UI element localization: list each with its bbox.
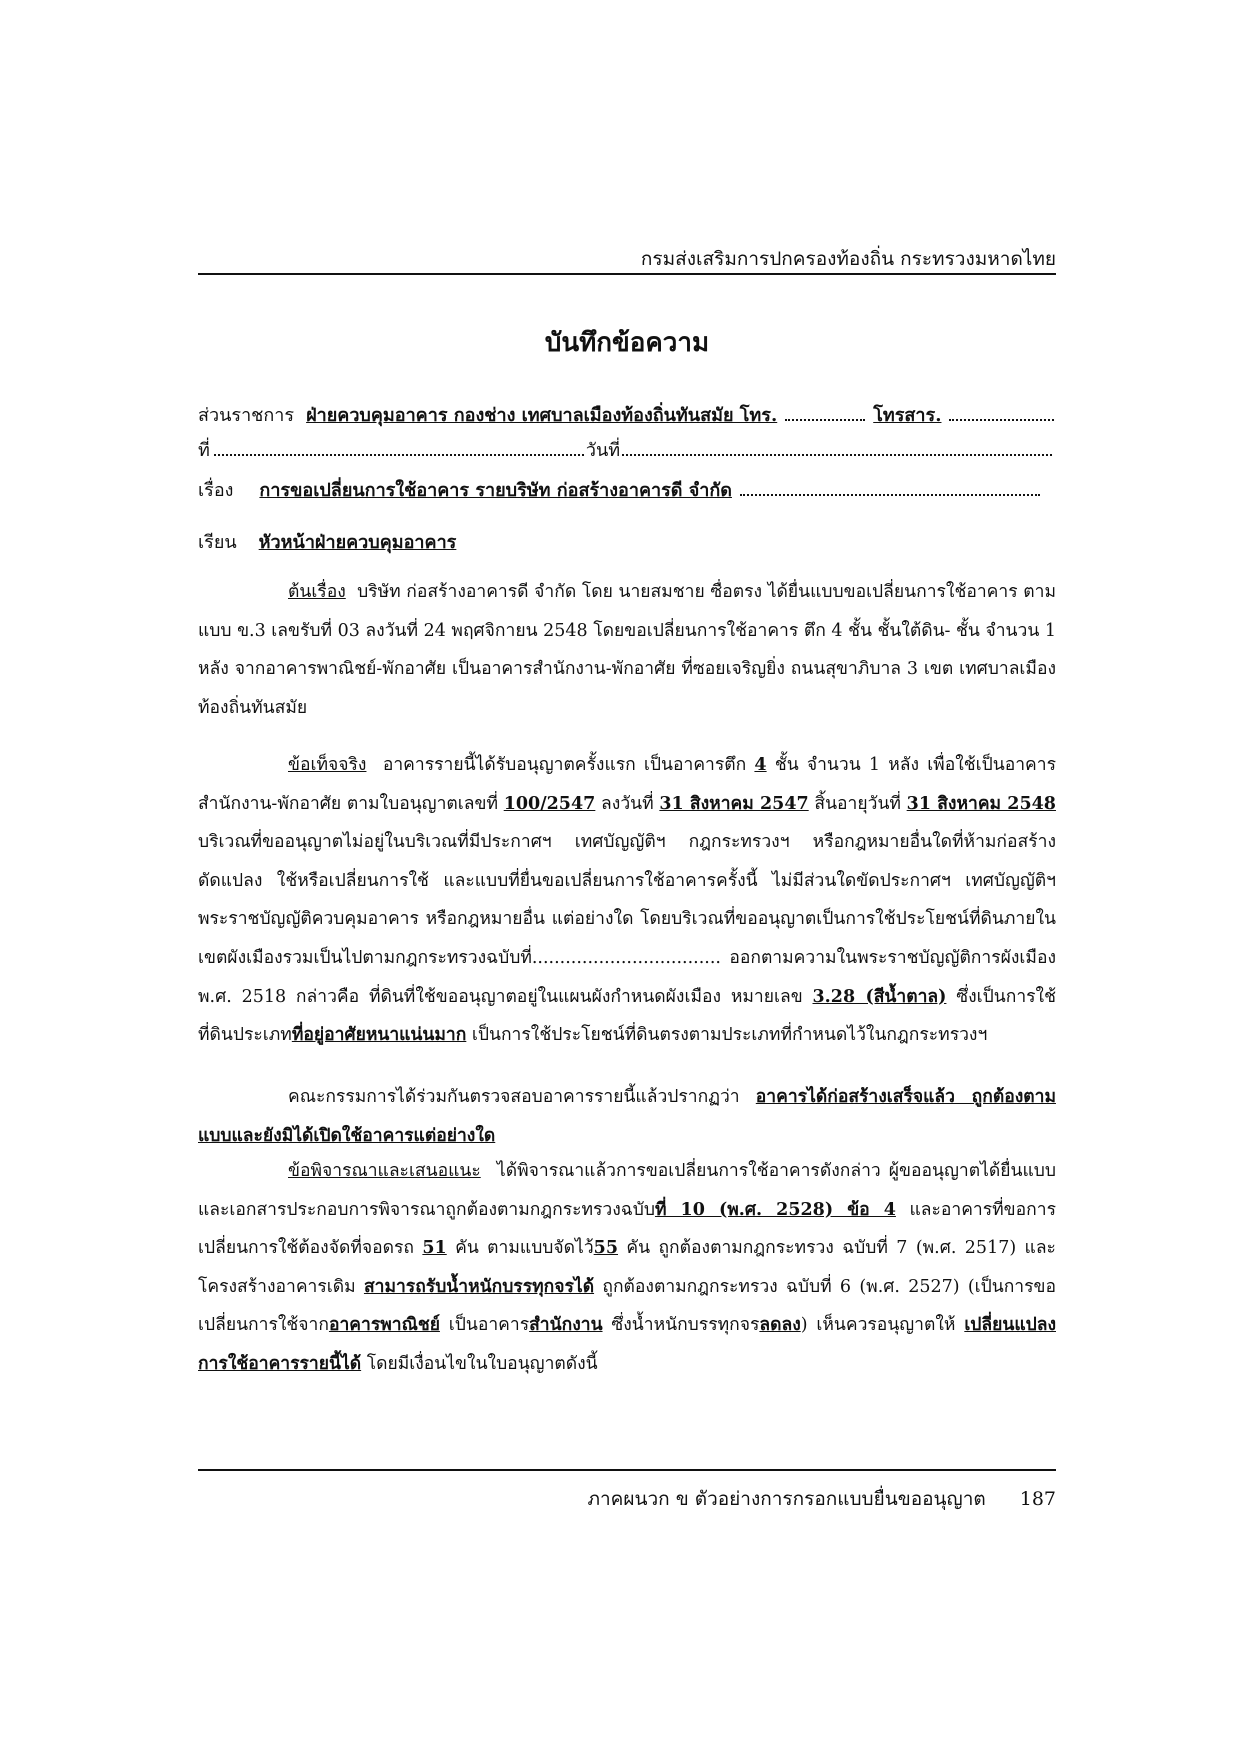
recommendation: เปลี่ยนแปลงการใช้อาคารรายนี้ได้	[198, 1315, 1056, 1374]
field-subject	[198, 475, 1056, 505]
agency-value: ฝ่ายควบคุมอาคาร กองช่าง เทศบาลเมืองท้องถิ่นทันสมัย โทร.	[306, 405, 778, 426]
subject-label: เรื่อง	[198, 480, 234, 501]
load-capacity: สามารถรับน้ำหนักบรรทุกจรได้	[363, 1276, 595, 1297]
agency-label: ส่วนราชการ	[198, 405, 295, 426]
facts-text-7: เป็นการใช้ประโยชน์ที่ดินตรงตามประเภทที่กำหนดไว้ในกฎกระทรวงฯ	[471, 1025, 988, 1046]
floors-value: 4	[754, 755, 767, 775]
background-text: บริษัท ก่อสร้างอาคารดี จำกัด โดย นายสมชาย ซื่อตรง ได้ยื่นแบบขอเปลี่ยนการใช้อาคาร ตามแบบ ข.3 เลขรับที่ 03 ลงวันที่ 24 พฤศจิกายน 2548 โดยขอเปลี่ยนการใช้อาคาร ตึก 4 ชั้น ชั้นใต้ดิน- ชั้น จำนวน 1 หลัง จากอาคารพาณิชย์-พักอาศัย เป็นอาคารสำนักงาน-พักอาศัย ที่ซอยเจริญยิ่ง ถนนสุขาภิบาล 3 เขต เทศบาลเมืองท้องถิ่นทันสมัย	[198, 582, 1056, 718]
to-value: หัวหน้าฝ่ายควบคุมอาคาร	[258, 532, 457, 553]
footer-rule	[198, 1469, 1056, 1471]
regulation-ref: ที่ 10 (พ.ศ. 2528) ข้อ 4	[654, 1199, 896, 1220]
document-title: บันทึกข้อความ	[544, 328, 710, 358]
recommendation-lead: ข้อพิจารณาและเสนอแนะ	[288, 1161, 481, 1181]
rec-text-5: ถูกต้องตามกฎกระทรวง ฉบับที่ 6 (พ.ศ. 2527) (เป็นการขอเปลี่ยนการใช้จาก	[198, 1276, 1056, 1336]
to-use: สำนักงาน	[529, 1315, 603, 1336]
facts-text-2: ชั้น จำนวน 1 หลัง เพื่อใช้เป็นอาคารสำนักงาน-พักอาศัย ตามใบอนุญาตเลขที่	[198, 755, 1056, 814]
inspection-text: คณะกรรมการได้ร่วมกันตรวจสอบอาคารรายนี้แล้วปรากฏว่า	[288, 1087, 740, 1107]
facts-text-4: สิ้นอายุวันที่	[814, 793, 901, 814]
paragraph-inspection	[198, 1078, 1056, 1155]
rec-text-7: ซึ่งน้ำหนักบรรทุกจร	[611, 1315, 760, 1336]
zone-type: ที่อยู่อาศัยหนาแน่นมาก	[291, 1025, 467, 1046]
background-lead: ต้นเรื่อง	[288, 582, 346, 602]
subject-fill	[740, 490, 1040, 496]
load-change: ลดลง	[759, 1315, 801, 1336]
agency-fill	[785, 415, 865, 421]
permit-date: 31 สิงหาคม 2547	[659, 793, 809, 814]
field-agency	[198, 400, 1056, 430]
footer-text: ภาคผนวก ข ตัวอย่างการกรอกแบบยื่นขออนุญาต	[587, 1488, 986, 1510]
field-ref-date	[198, 435, 1056, 465]
footer	[587, 1484, 1056, 1514]
date-label: วันที่	[585, 440, 621, 461]
rec-text-9: โดยมีเงื่อนไขในใบอนุญาตดังนี้	[366, 1353, 598, 1374]
ref-fill	[214, 450, 584, 456]
agency-fax: โทรสาร.	[873, 405, 942, 426]
fax-fill	[949, 415, 1056, 421]
rec-text-3: คัน ตามแบบจัดไว้	[455, 1238, 594, 1259]
facts-lead: ข้อเท็จจริง	[288, 755, 367, 775]
required-parking: 51	[422, 1238, 447, 1259]
page-number: 187	[1019, 1488, 1056, 1510]
to-label: เรียน	[198, 532, 237, 553]
expire-date: 31 สิงหาคม 2548	[906, 793, 1056, 814]
paragraph-recommendation	[198, 1152, 1056, 1384]
header-org: กรมส่งเสริมการปกครองท้องถิ่น กระทรวงมหาดไทย	[640, 248, 1056, 270]
rec-text-2: และอาคารที่ขอการเปลี่ยนการใช้ต้องจัดที่จอดรถ	[198, 1199, 1056, 1259]
date-fill	[622, 450, 1052, 456]
permit-number: 100/2547	[503, 793, 596, 814]
zone-number: 3.28 (สีน้ำตาล)	[812, 986, 947, 1007]
facts-text-6: ซึ่งเป็นการใช้ที่ดินประเภท	[198, 986, 1056, 1046]
planned-parking: 55	[593, 1238, 619, 1259]
facts-text-1: อาคารรายนี้ได้รับอนุญาตครั้งแรก เป็นอาคารตึก	[382, 755, 747, 775]
field-to	[198, 527, 1056, 557]
header-rule	[198, 273, 1056, 275]
facts-text-3: ลงวันที่	[601, 793, 654, 814]
inspection-finding: อาคารได้ก่อสร้างเสร็จแล้ว ถูกต้องตามแบบและยังมิได้เปิดใช้อาคารแต่อย่างใด	[198, 1087, 1056, 1146]
paragraph-background	[198, 573, 1056, 727]
rec-text-6: เป็นอาคาร	[448, 1315, 530, 1336]
rec-text-4: คัน ถูกต้องตามกฎกระทรวง ฉบับที่ 7 (พ.ศ. 2517) และโครงสร้างอาคารเดิม	[198, 1238, 1056, 1297]
paragraph-facts	[198, 746, 1056, 1055]
facts-text-5: บริเวณที่ขออนุญาตไม่อยู่ในบริเวณที่มีประกาศฯ เทศบัญญัติฯ กฎกระทรวงฯ หรือกฎหมายอื่นใดที่ห้ามก่อสร้าง ดัดแปลง ใช้หรือเปลี่ยนการใช้ และแบบที่ยื่นขอเปลี่ยนการใช้อาคารครั้งนี้ ไม่มีส่วนใดขัดประกาศฯ เทศบัญญัติฯ พระราชบัญญัติควบคุมอาคาร หรือกฎหมายอื่น แต่อย่างใด โดยบริเวณที่ขออนุญาตเป็นการใช้ประโยชน์ที่ดินภายในเขตผังเมืองรวมเป็นไปตามกฎกระทรวงฉบับที่.................................. ออกตามความในพระราชบัญญัติการผังเมือง พ.ศ. 2518 กล่าวคือ ที่ดินที่ใช้ขออนุญาตอยู่ในแผนผังกำหนดผังเมือง หมายเลข	[198, 832, 1056, 1007]
from-use: อาคารพาณิชย์	[328, 1315, 440, 1336]
ref-label: ที่	[198, 440, 210, 461]
subject-value: การขอเปลี่ยนการใช้อาคาร รายบริษัท ก่อสร้างอาคารดี จำกัด	[259, 480, 732, 501]
rec-text-1: ได้พิจารณาแล้วการขอเปลี่ยนการใช้อาคารดังกล่าว ผู้ขออนุญาตได้ยื่นแบบและเอกสารประกอบการพิจารณาถูกต้องตามกฎกระทรวงฉบับ	[198, 1161, 1056, 1220]
rec-text-8: ) เห็นควรอนุญาตให้	[800, 1315, 956, 1336]
